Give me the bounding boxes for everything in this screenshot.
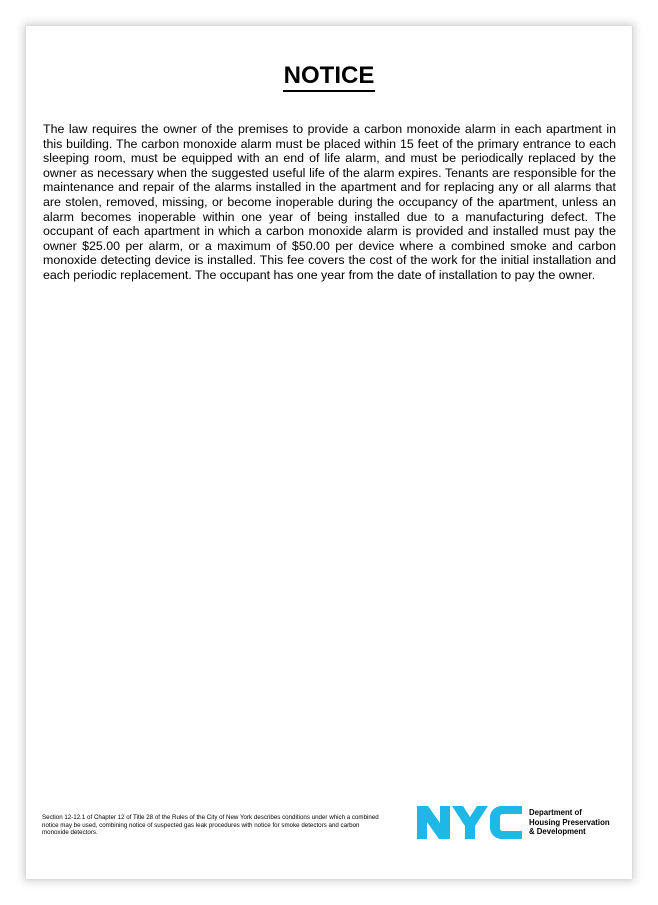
- hpd-logo: [416, 804, 626, 844]
- nyc-logo-icon: [416, 804, 524, 841]
- agency-name-line: Department of: [529, 808, 582, 817]
- notice-body: The law requires the owner of the premises to provide a carbon monoxide alarm in each apartment in this building. The carbon monoxide alarm must be placed within 15 feet of the primary entrance to each sleeping room, must be equipped with an end of life alarm, and must be periodically replaced by the owner as necessary when the suggested useful life of the alarm expires. Tenants are responsible for the maintenance and repair of the alarms installed in the apartment and for replacing any or all alarms that are stolen, removed, missing, or become inoperable during the occupancy of the apartment, unless an alarm becomes inoperable within one year of being installed due to a manufacturing defect. The occupant of each apartment in which a carbon monoxide alarm is provided and installed must pay the owner $25.00 per alarm, or a maximum of $50.00 per device where a combined smoke and carbon monoxide detecting device is installed. This fee covers the cost of the work for the initial installation and each periodic replacement. The occupant has one year from the date of installation to pay the owner.: [43, 122, 616, 282]
- agency-name: [529, 808, 629, 837]
- agency-name-line: Housing Preservation: [529, 817, 610, 827]
- footer-legal-note: Section 12-12.1 of Chapter 12 of Title 28 of the Rules of the City of New York describes conditions under which a combined notice may be used, combining notice of suspected gas leak procedures with notice for smoke detectors and carbon monoxide detectors.: [42, 814, 379, 837]
- notice-title: [26, 61, 632, 92]
- agency-name-line: & Development: [529, 827, 586, 837]
- notice-page: [26, 26, 632, 879]
- notice-title-text: NOTICE: [283, 62, 376, 92]
